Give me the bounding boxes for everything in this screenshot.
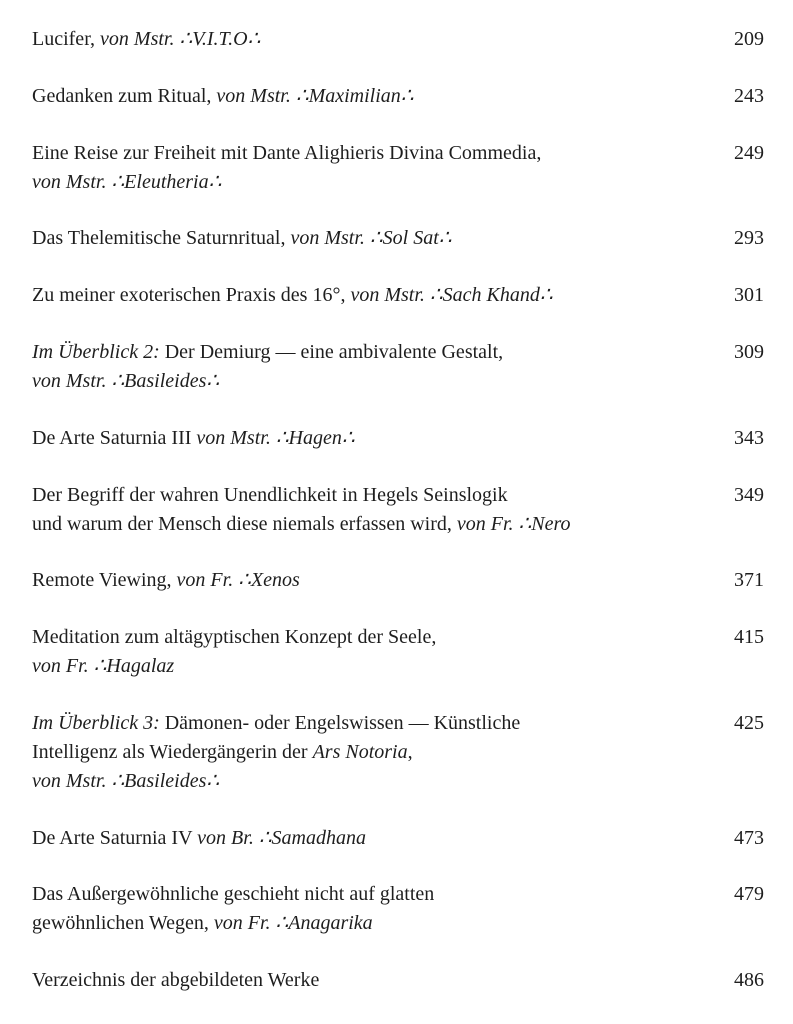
toc-entry-line bbox=[32, 481, 712, 510]
toc-entry-title bbox=[32, 224, 712, 253]
toc-text: Intelligenz als Wiedergängerin der bbox=[32, 741, 313, 763]
toc-page-number: 371 bbox=[734, 569, 764, 591]
toc-text: gewöhnlichen Wegen, bbox=[32, 912, 214, 934]
toc-page-number: 243 bbox=[734, 85, 764, 107]
toc-page-number: 415 bbox=[734, 626, 764, 648]
toc-entry-line bbox=[32, 824, 712, 853]
toc-entry-title bbox=[32, 82, 712, 111]
toc-page-number: 425 bbox=[734, 712, 764, 734]
toc-italic-text: von Mstr. ∴Maximilian∴ bbox=[216, 85, 414, 107]
toc-entry-line bbox=[32, 338, 712, 367]
toc-page-number: 486 bbox=[734, 969, 764, 991]
toc-page-number: 343 bbox=[734, 427, 764, 449]
toc-entry-title bbox=[32, 424, 712, 453]
toc-text: und warum der Mensch diese niemals erfassen wird, bbox=[32, 513, 457, 535]
toc-page-number: 473 bbox=[734, 827, 764, 849]
toc-page-number: 293 bbox=[734, 227, 764, 249]
toc-entry-line bbox=[32, 367, 712, 396]
toc-italic-text: von Fr. ∴Hagalaz bbox=[32, 655, 175, 677]
toc-text: Zu meiner exoterischen Praxis des 16°, bbox=[32, 284, 351, 306]
toc-italic-text: von Mstr. ∴Hagen∴ bbox=[196, 427, 355, 449]
toc-text: Remote Viewing, bbox=[32, 569, 177, 591]
toc-text: Das Außergewöhnliche geschieht nicht auf glatten bbox=[32, 883, 435, 905]
toc-page-number: 309 bbox=[734, 341, 764, 363]
toc-entry-title bbox=[32, 966, 712, 995]
toc-entry-line bbox=[32, 224, 712, 253]
toc-italic-text: von Mstr. ∴Eleutheria∴ bbox=[32, 171, 222, 193]
toc-entry-line bbox=[32, 767, 712, 796]
toc-page-number: 301 bbox=[734, 284, 764, 306]
toc-entry-line bbox=[32, 623, 712, 652]
toc-entry-line bbox=[32, 709, 712, 738]
toc-text: Dämonen- oder Engelswissen — Künstliche bbox=[164, 712, 521, 734]
toc-entry-line bbox=[32, 966, 712, 995]
toc-italic-text: Im Überblick 2: bbox=[32, 341, 165, 363]
toc-text: Lucifer, bbox=[32, 28, 101, 50]
toc-entry-line bbox=[32, 738, 712, 767]
toc-text: Das Thelemitische Saturnritual, bbox=[32, 227, 291, 249]
toc-entry-line bbox=[32, 880, 712, 909]
toc-page-number: 209 bbox=[734, 28, 764, 50]
toc-entry-title bbox=[32, 623, 712, 681]
toc-text: De Arte Saturnia III bbox=[32, 427, 197, 449]
toc-entry-title bbox=[32, 566, 712, 595]
toc-page-number: 479 bbox=[734, 883, 764, 905]
toc-entry-title bbox=[32, 481, 712, 539]
toc-entry-title bbox=[32, 338, 712, 396]
toc-italic-text: Im Überblick 3: bbox=[32, 712, 165, 734]
toc-entry-line bbox=[32, 168, 712, 197]
toc-entry-line bbox=[32, 510, 712, 539]
toc-entry-title bbox=[32, 824, 712, 853]
toc-entry-line bbox=[32, 424, 712, 453]
toc-italic-text: von Br. ∴Samadhana bbox=[197, 827, 366, 849]
toc-italic-text: von Mstr. ∴Sol Sat∴ bbox=[290, 227, 452, 249]
toc-page-number: 349 bbox=[734, 484, 764, 506]
toc-italic-text: von Fr. ∴Xenos bbox=[176, 569, 300, 591]
toc-text: Eine Reise zur Freiheit mit Dante Alighieris Divina Commedia, bbox=[32, 142, 542, 164]
toc-entry-title bbox=[32, 709, 712, 796]
toc-text: Verzeichnis der abgebildeten Werke bbox=[32, 969, 320, 991]
toc-entry-line bbox=[32, 652, 712, 681]
toc-text: De Arte Saturnia IV bbox=[32, 827, 198, 849]
toc-italic-text: von Mstr. ∴Basileides∴ bbox=[32, 370, 220, 392]
toc-entry-title bbox=[32, 281, 712, 310]
toc-text: Meditation zum altägyptischen Konzept der Seele, bbox=[32, 626, 437, 648]
toc-entry-line bbox=[32, 82, 712, 111]
toc-italic-text: von Mstr. ∴V.I.T.O∴ bbox=[100, 28, 261, 50]
toc-italic-text: von Mstr. ∴Basileides∴ bbox=[32, 770, 220, 792]
toc-entry-line bbox=[32, 566, 712, 595]
toc-entry-title bbox=[32, 25, 712, 54]
toc-entry-title bbox=[32, 880, 712, 938]
toc-italic-text: von Fr. ∴Nero bbox=[456, 513, 571, 535]
toc-page-number: 249 bbox=[734, 142, 764, 164]
toc-entry-line bbox=[32, 139, 712, 168]
toc-entry-line bbox=[32, 25, 712, 54]
toc-text: Gedanken zum Ritual, bbox=[32, 85, 217, 107]
toc-text: , bbox=[407, 741, 413, 763]
toc-italic-text: von Fr. ∴Anagarika bbox=[213, 912, 373, 934]
toc-text: Der Begriff der wahren Unendlichkeit in Hegels Seinslogik bbox=[32, 484, 508, 506]
toc-text: Der Demiurg — eine ambivalente Gestalt, bbox=[164, 341, 504, 363]
toc-entry-line bbox=[32, 909, 712, 938]
toc-entry-title bbox=[32, 139, 712, 197]
toc-italic-text: von Mstr. ∴Sach Khand∴ bbox=[350, 284, 553, 306]
toc-entry-line bbox=[32, 281, 712, 310]
toc-italic-text: Ars Notoria bbox=[312, 741, 408, 763]
